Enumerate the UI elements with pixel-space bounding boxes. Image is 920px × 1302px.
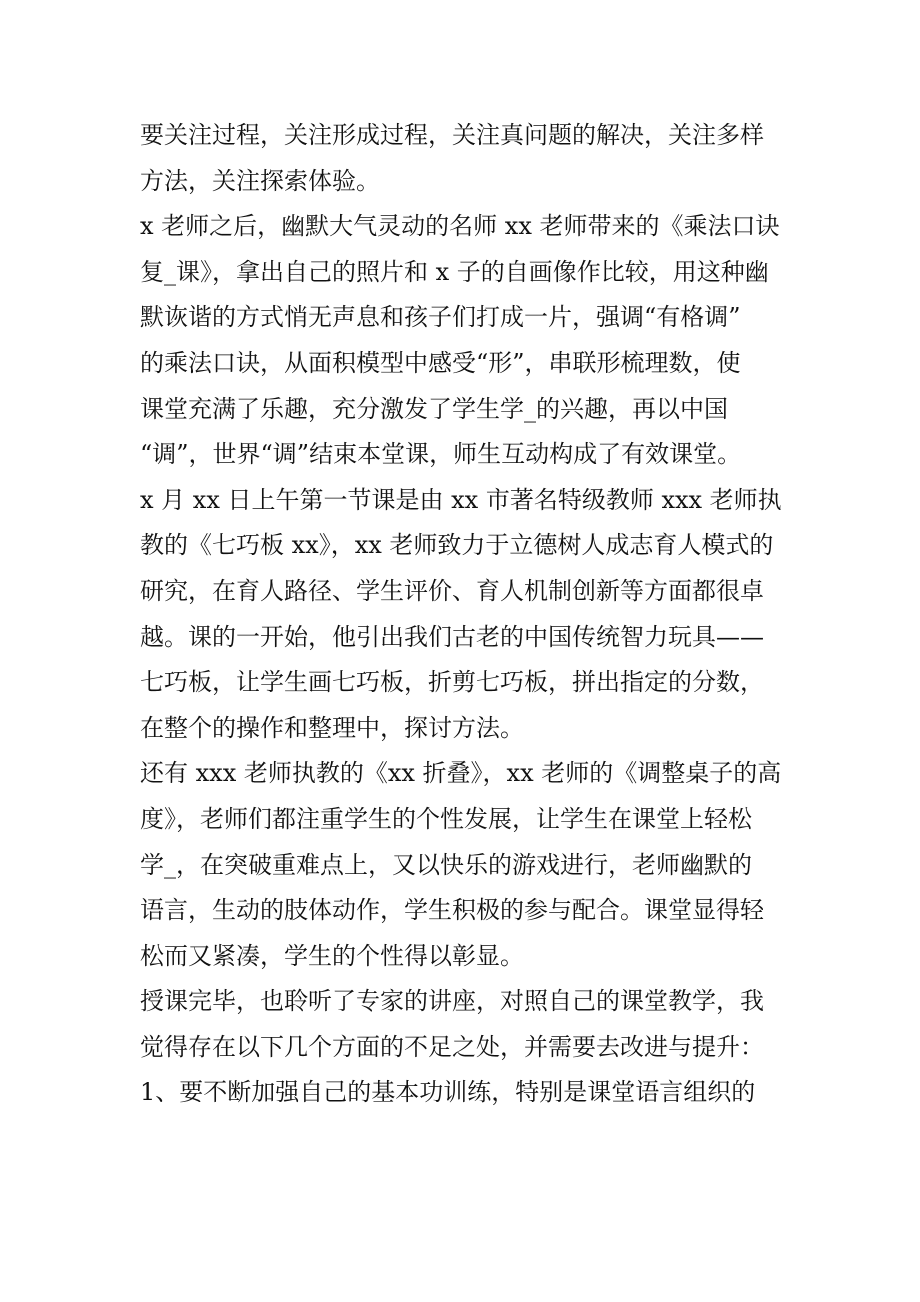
text-line: 课堂充满了乐趣，充分激发了学生学_的兴趣，再以中国 <box>140 394 728 423</box>
document-body <box>140 113 800 1116</box>
text-line: 教的《七巧板 xx》，xx 老师致力于立德树人成志育人模式的 <box>140 531 774 560</box>
text-line: 越。课的一开始，他引出我们古老的中国传统智力玩具—— <box>140 622 764 651</box>
text-line: 还有 xxx 老师执教的《xx 折叠》，xx 老师的《调整桌子的高 <box>140 759 782 788</box>
text-line: 复_课》，拿出自己的照片和 x 子的自画像作比较，用这种幽 <box>140 257 769 286</box>
text-line: 在整个的操作和整理中，探讨方法。 <box>140 713 524 742</box>
text-line: x 月 xx 日上午第一节课是由 xx 市著名特级教师 xxx 老师执 <box>140 485 782 514</box>
text-line: 学_，在突破重难点上，又以快乐的游戏进行，老师幽默的 <box>140 850 752 879</box>
text-line: 研究，在育人路径、学生评价、育人机制创新等方面都很卓 <box>140 576 764 605</box>
text-line: 授课完毕，也聆听了专家的讲座，对照自己的课堂教学，我 <box>140 987 764 1016</box>
text-line: 松而又紧凑，学生的个性得以彰显。 <box>140 941 524 970</box>
text-line: “调”，世界“调”结束本堂课，师生互动构成了有效课堂。 <box>140 440 742 469</box>
text-line: 1、要不断加强自己的基本功训练，特别是课堂语言组织的 <box>140 1078 756 1107</box>
text-line: x 老师之后，幽默大气灵动的名师 xx 老师带来的《乘法口诀 <box>140 212 780 241</box>
text-line: 方法，关注探索体验。 <box>140 166 380 195</box>
text-line: 七巧板，让学生画七巧板，折剪七巧板，拼出指定的分数， <box>140 668 764 697</box>
text-line: 默诙谐的方式悄无声息和孩子们打成一片，强调“有格调” <box>140 303 741 332</box>
text-line: 度》，老师们都注重学生的个性发展，让学生在课堂上轻松 <box>140 804 752 833</box>
text-line: 觉得存在以下几个方面的不足之处，并需要去改进与提升： <box>140 1032 764 1061</box>
text-line: 语言，生动的肢体动作，学生积极的参与配合。课堂显得轻 <box>140 896 764 925</box>
text-line: 要关注过程，关注形成过程，关注真问题的解决，关注多样 <box>140 121 764 149</box>
text-line: 的乘法口诀，从面积模型中感受“形”，串联形梳理数，使 <box>140 348 741 377</box>
